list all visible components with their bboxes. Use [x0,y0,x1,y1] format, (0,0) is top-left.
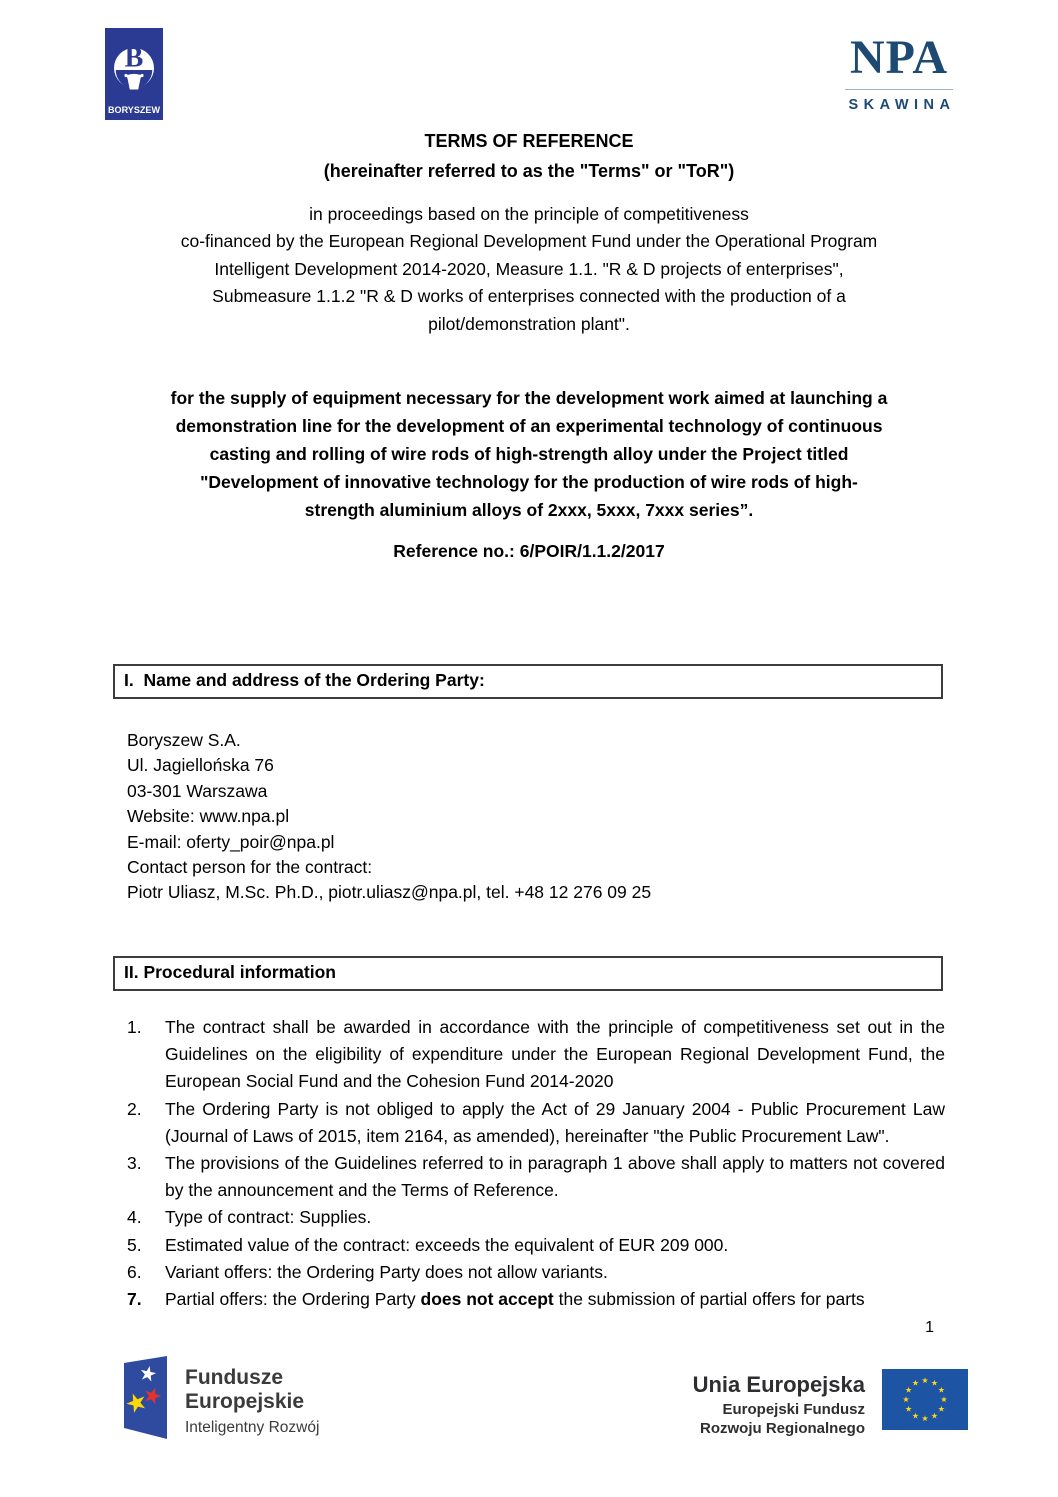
section1-heading: I. Name and address of the Ordering Party: [113,664,943,699]
document-title [0,126,1058,186]
fundusze-title-line2: Europejskie [185,1390,305,1413]
ordering-party-address [127,728,651,906]
intro-line: in proceedings based on the principle of competitiveness [309,204,749,224]
list-item-text: Variant offers: the Ordering Party does not allow variants. [165,1261,608,1282]
fundusze-title-line1: Fundusze [185,1366,283,1389]
intro-line: Submeasure 1.1.2 "R & D works of enterprises connected with the production of a [212,286,846,307]
address-line: 03-301 Warszawa [127,780,268,801]
list-item-number: 4. [127,1207,142,1228]
list-item-number: 3. [127,1153,142,1174]
list-item-text: Partial offers: the Ordering Party [165,1289,421,1310]
address-line: Contact person for the contract: [127,857,373,878]
unia-title: Unia Europejska [692,1372,865,1397]
boryszew-logo [105,28,163,120]
subject-line: casting and rolling of wire rods of high-strength alloy under the Project titled [209,444,849,464]
list-item-number: 2. [127,1098,142,1119]
list-item-text: Type of contract: Supplies. [165,1207,372,1228]
subject-line: for the supply of equipment necessary for the development work aimed at launching a [170,388,888,408]
eu-flag-icon [882,1369,968,1430]
list-item-text: The contract shall be awarded in accordance with the principle of competitiveness set out in the Guidelines on the eligibility of expenditure under the European Regional Development Fund, the European Social Fund and the Cohesion Fund 2014-2020 [165,1017,945,1092]
fundusze-subtitle: Inteligentny Rozwój [185,1419,320,1436]
unia-subtitle-line1: Europejski Fundusz [722,1401,865,1418]
fundusze-text [185,1366,319,1440]
subject-paragraph [40,384,1018,524]
npa-divider [845,89,953,90]
subject-line: "Development of innovative technology for the production of wire rods of high- [200,472,858,492]
intro-line: pilot/demonstration plant". [428,313,630,334]
list-item-number: 6. [127,1261,142,1282]
boryszew-logo-icon [105,28,163,120]
subject-line: strength aluminium alloys of 2xxx, 5xxx, 7xxx series”. [304,500,754,520]
boryszew-wordmark: BORYSZEW [108,105,161,116]
list-item-text: The provisions of the Guidelines referred to in paragraph 1 above shall apply to matters not covered by the announcement and the Terms of Reference. [165,1153,945,1201]
list-item [127,1259,945,1286]
list-item [127,1150,945,1204]
list-item [127,1204,945,1231]
address-line-website: Website: www.npa.pl [127,806,290,827]
list-item-text: Estimated value of the contract: exceeds the equivalent of EUR 209 000. [165,1234,729,1255]
address-line: Ul. Jagiellońska 76 [127,755,274,776]
npa-logo [843,33,955,113]
list-item [127,1096,945,1150]
unia-europejska-logo [693,1369,968,1438]
document-title-line1: TERMS OF REFERENCE [424,131,634,151]
unia-text [693,1372,865,1438]
npa-subtitle: SKAWINA [848,97,956,113]
reference-number: Reference no.: 6/POIR/1.1.2/2017 [393,541,665,561]
list-item [127,1232,945,1259]
document-title-line2: (hereinafter referred to as the "Terms" or "ToR") [323,161,735,181]
intro-paragraph [40,201,1018,338]
boryszew-b-letter: B [124,42,144,74]
list-item-number: 5. [127,1234,142,1255]
address-line: Boryszew S.A. [127,730,241,750]
procedural-list [127,1014,945,1313]
list-item-number: 1. [127,1017,142,1037]
section2-heading: II. Procedural information [113,956,943,991]
address-line-contact: Piotr Uliasz, M.Sc. Ph.D., piotr.uliasz@npa.pl, tel. +48 12 276 09 25 [127,882,652,903]
address-line-email: E-mail: oferty_poir@npa.pl [127,831,335,852]
unia-subtitle-line2: Rozwoju Regionalnego [700,1420,865,1437]
subject-line: demonstration line for the development of an experimental technology of continuous [175,416,883,436]
intro-line: Intelligent Development 2014-2020, Measure 1.1. "R & D projects of enterprises", [214,258,844,279]
fundusze-flag-icon [121,1355,168,1440]
page-number: 1 [925,1319,934,1336]
intro-line: co-financed by the European Regional Development Fund under the Operational Program [180,231,878,252]
list-item-text: The Ordering Party is not obliged to apply the Act of 29 January 2004 - Public Procurement Law (Journal of Laws of 2015, item 2164, as amended), hereinafter "the Public Procurement Law". [165,1098,945,1146]
npa-wordmark: NPA [849,31,949,84]
fundusze-europejskie-logo [121,1355,319,1440]
list-item: 7. Partial offers: the Ordering Party does not accept the submission of partial offers for parts [127,1286,945,1313]
list-item-number: 7. [127,1289,142,1310]
list-item [127,1014,945,1096]
